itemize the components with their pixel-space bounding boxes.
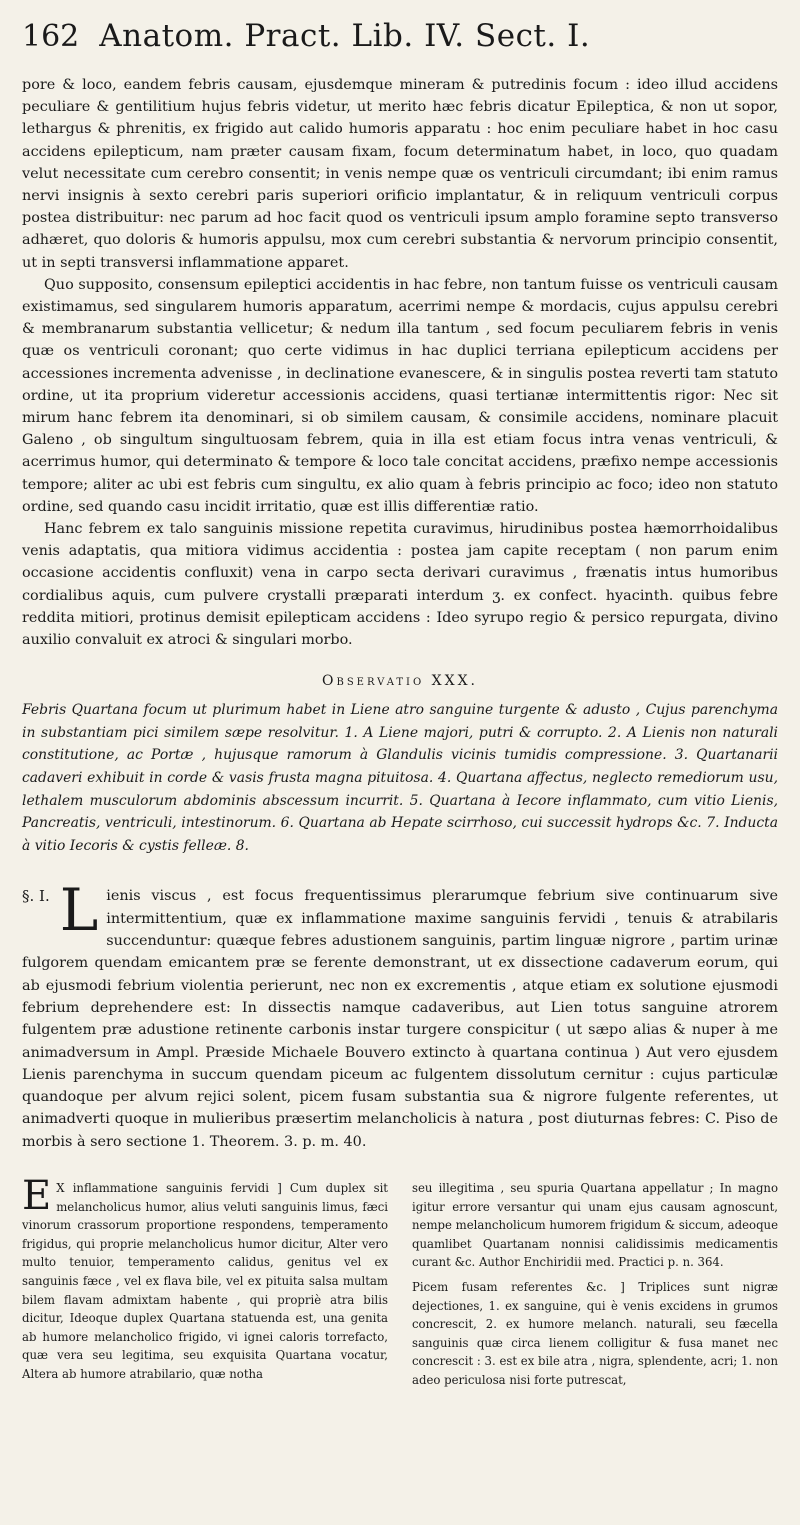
observation-summary: Febris Quartana focum ut plurimum habet in Liene atro sanguine turgente & adusto , Cujus parenchyma in substantiam pici similem sæpe resolvitur. 1. A Liene majori, putri & corrupto. 2. A Lienis non naturali constitutione, ac Portæ , hujusque ramorum à Glandulis vicinis tumidis compressione. 3. Quartanarii cadaveri exhibuit in corde & vasis frusta magna pituitosa. 4. Quartana affectus, neglecto remediorum usu, lethalem musculorum abdominis abscessum incurrit. 5. Quartana à Iecore inflammato, cum vitio Lienis, Pancreatis, ventriculi, intestinorum. 6. Quartana ab Hepate scirrhoso, cui successit hydrops &c. 7. Inducta à vitio Iecoris & cystis felleæ. 8. (22, 702, 778, 854)
paragraph-2: Quo supposito, consensum epileptici accidentis in hac febre, non tantum fuisse os ventriculi causam existimamus, sed singularem humoris apparatum, acerrimi nempe & mordacis, cujus appulsu cerebri & membranarum substantia vellicetur; & nedum illa tantum , sed focum peculiarem febris in venis quæ os ventriculi coronant; quo certe vidimus in hac duplici terriana epilepticum accidens per accessiones incrementa advenisse , in declinatione evanescere, & in singulis postea reverti tam statuto ordine, ut ita proprium videretur accessionis accidens, quasi tertianæ intermittentis rigor: Nec sit mirum hanc febrem ita denominari, si ob similem causam, & consimile accidens, nominare placuit Galeno , ob singultum singultuosam febrem, quia in illa est etiam focus intra venas ventriculi, & acerrimus humor, qui determinato & tempore & loco tale concitat accidens, præfixo nempe accessionis tempore; aliter ac ubi est febris cum singultu, ex alio quam à febris principio ac foco; ideo non statuto ordine, sed quando casu incidit irritatio, quæ est illis differentiæ ratio. (22, 276, 778, 515)
notes-right-column (412, 1179, 778, 1390)
section-1 (22, 876, 778, 1153)
notes-left-column (22, 1173, 388, 1390)
observation-title: Observatio XXX. (322, 673, 478, 690)
running-title: Anatom. Pract. Lib. IV. Sect. I. (99, 18, 591, 54)
note-left (22, 1173, 388, 1384)
note-drop-cap: E (22, 1173, 52, 1219)
note-left-text: X inflammatione sanguinis fervidi ] Cum duplex sit melancholicus humor, alius veluti sanguinis limus, fæci vinorum crassorum proportione respondens, temperamento frigidus, qui proprie melancholicus humor dicitur, Alter vero multo tenuior, temperamento calidus, genitus vel ex sanguinis fæce , vel ex flava bile, vel ex pituita salsa multam bilem flavam admixtam habente , qui propriè atra bilis dicitur, Ideoque duplex Quartana statuenda est, una genita ab humore melancholico frigido, vi ignei caloris torrefacto, quæ vera seu legitima, seu exquisita Quartana vocatur, Altera ab humore atrabilario, quæ notha (22, 1181, 388, 1381)
page-header (22, 18, 778, 74)
drop-cap: L (59, 876, 99, 945)
section-mark: §. I. (22, 887, 50, 906)
section-text: ienis viscus , est focus frequentissimus plerarumque febrium sive continuarum sive intermittentium, quæ ex inflammatione maxime sanguinis fervidi , tenuis & atrabilaris succenduntur: quæque febres adustionem sanguinis, partim linguæ nigrore , partim urinæ fulgorem quendam emicantem præ se ferente demonstrant, ut ex dissectione cadaverum eorum, qui ab ejusmodi febrium violentia perierunt, nec non ex excrementis , atque etiam ex solutione ejusmodi febrium deprehendere est: In dissectis namque cadaveribus, aut Lien totus sanguine atrorem fulgentem præ adustione retinente carbonis instar turgere conspicitur ( ut sæpo alias & nuper à me animadversum in Ampl. Præside Michaele Bouvero extincto à quartana continua ) Aut vero ejusdem Lienis parenchyma in succum quendam piceum ac fulgentem dissolutum cernitur : cujus particulæ quandoque per alvum rejici solent, picem fusam substantia sua & nigrore fulgente referentes, ut animadverti quoque in mulieribus præsertim melancholicis à natura , post diuturnas febres: C. Piso de morbis à sero sectione 1. Theorem. 3. p. m. 40. (22, 888, 778, 1150)
page-number: 162 (22, 19, 80, 54)
paragraph-3: Hanc febrem ex talo sanguinis missione repetita curavimus, hirudinibus postea hæmorrhoidalibus venis adaptatis, qua mitiora vidimus accidentia : postea jam capite receptam ( non parum enim occasione accidentis confluxit) vena in carpo secta derivari curavimus , frænatis intus humoribus cordialibus aquis, cum pulvere crystalli præparati interdum ʒ. ex confect. hyacinth. quibus febre reddita mitiori, protinus demisit epilepticam accidens : Ideo syrupo regio & persico repurgata, divino auxilio convaluit ex atroci & singulari morbo. (22, 521, 778, 649)
note-right-2: Picem fusam referentes &c. ] Triplices sunt nigræ dejectiones, 1. ex sanguine, qui è venis excidens in grumos concrescit, 2. ex humore melanch. naturali, seu fæcella sanguinis quæ circa lienem colligitur & fusa manet nec concrescit : 3. est ex bile atra , nigra, splendente, acri; 1. non adeo periculosa nisi forte putrescat, (412, 1279, 778, 1387)
note-right-1: seu illegitima , seu spuria Quartana appellatur ; In magno igitur errore versantur qui unam ejus causam agnoscunt, nempe melancholicum humorem frigidum & siccum, adeoque quamlibet Quartanam nonnisi calidissimis medicamentis curant &c. Author Enchiridii med. Practici p. n. 364. (412, 1181, 778, 1270)
paragraph-1: pore & loco, eandem febris causam, ejusdemque mineram & putredinis focum : ideo illud accidens peculiare & gentilitium hujus febris videtur, ut merito hæc febris dicatur Epileptica, & non ut sopor, lethargus & phrenitis, ex frigido aut calido humoris apparatu : hoc enim peculiare habet in hoc casu accidens epilepticum, nam præter causam fixam, focum determinatum habet, in loco, quo quadam velut necessitate cum cerebro consentit; in venis nempe quæ os ventriculi circumdant; ibi enim ramus nervi insignis à sexto cerebri paris superiori orificio implantatur, & in reliquum ventriculi corpus postea distribuitur: nec parum ad hoc facit quod os ventriculi ipsum amplo foramine septo transverso adhæret, quo doloris & humoris appulsu, mox cum cerebri substantia & nervorum principio consentit, ut in septi transversi inflammatione apparet. (22, 77, 778, 271)
notes (22, 1173, 778, 1390)
